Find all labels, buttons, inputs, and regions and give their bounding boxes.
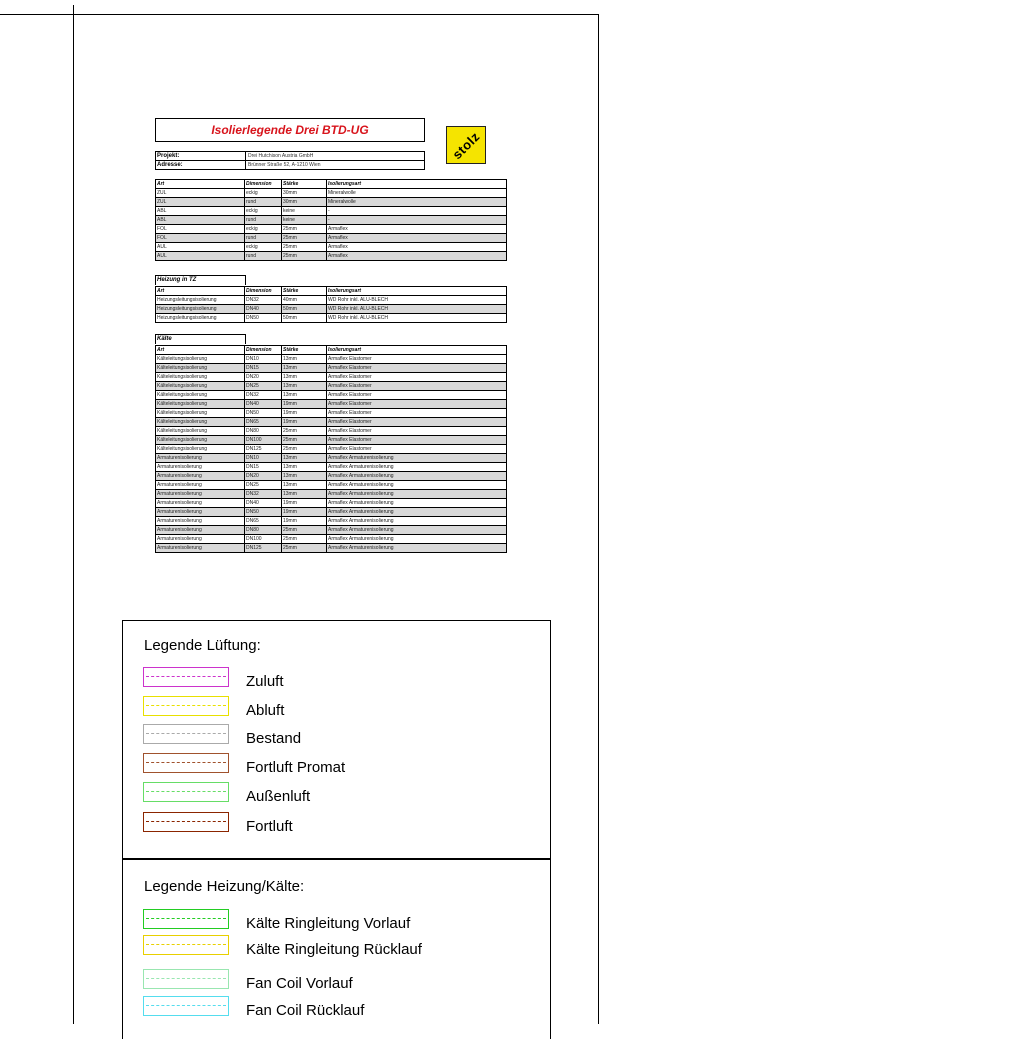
table-cell: Armaflex [327, 234, 507, 243]
table-cell: Armaflex Elastomer [327, 400, 507, 409]
table-cell: AUL [156, 252, 245, 261]
lueftung-isolation-table [155, 179, 507, 261]
kaelte-section-label: Kälte [155, 334, 246, 344]
table-cell: Armaflex Armaturenisolierung [327, 535, 507, 544]
table-cell: rund [245, 252, 282, 261]
table-cell: ZUL [156, 198, 245, 207]
table-row [156, 373, 507, 382]
page-top-border [0, 14, 599, 15]
table-cell: Heizungsleitungsisolierung [156, 314, 245, 323]
table-row [156, 305, 507, 314]
table-cell: 25mm [282, 544, 327, 553]
table-cell: FOL [156, 234, 245, 243]
table-cell: 13mm [282, 481, 327, 490]
page-left-margin-line [73, 5, 74, 1024]
table-row [156, 382, 507, 391]
table-row [156, 508, 507, 517]
table-cell: 19mm [282, 508, 327, 517]
table-cell: 13mm [282, 382, 327, 391]
table-row [156, 225, 507, 234]
table-cell: Kälteleitungsisolierung [156, 382, 245, 391]
table-cell: 19mm [282, 499, 327, 508]
table-row [156, 243, 507, 252]
table-cell: 25mm [282, 225, 327, 234]
table-cell: 25mm [282, 526, 327, 535]
line-swatch-icon [143, 696, 229, 716]
table-cell: Armaflex Elastomer [327, 445, 507, 454]
table-header-cell: Stärke [282, 180, 327, 189]
table-header-cell: Dimension [245, 180, 282, 189]
table-cell: 13mm [282, 373, 327, 382]
table-cell: rund [245, 234, 282, 243]
table-cell: DN40 [245, 499, 282, 508]
project-value: Drei Hutchison Austria GmbH [248, 153, 314, 159]
legend-item [143, 909, 563, 932]
table-row [156, 207, 507, 216]
table-header-cell: Isolierungsart [327, 287, 507, 296]
table-cell: DN40 [245, 305, 282, 314]
legend-item [143, 724, 563, 747]
table-cell: Armaflex Elastomer [327, 382, 507, 391]
table-cell: 13mm [282, 364, 327, 373]
table-row [156, 544, 507, 553]
table-cell: 50mm [282, 305, 327, 314]
table-cell: 19mm [282, 418, 327, 427]
table-cell: eckig [245, 207, 282, 216]
table-cell: Armaturenisolierung [156, 508, 245, 517]
table-row [156, 189, 507, 198]
legend-lueftung-title: Legende Lüftung: [144, 637, 261, 654]
table-cell: Armaflex Armaturenisolierung [327, 517, 507, 526]
table-cell: DN125 [245, 445, 282, 454]
legend-item [143, 696, 563, 719]
table-cell: DN50 [245, 508, 282, 517]
table-cell: Kälteleitungsisolierung [156, 355, 245, 364]
table-cell: Heizungsleitungsisolierung [156, 296, 245, 305]
address-label: Adresse: [156, 161, 246, 169]
project-info [155, 151, 425, 170]
table-cell: Armaflex [327, 225, 507, 234]
table-cell: 30mm [282, 198, 327, 207]
table-cell: 25mm [282, 252, 327, 261]
line-swatch-icon [143, 812, 229, 832]
table-row [156, 427, 507, 436]
heizung-isolation-table [155, 286, 507, 323]
table-cell: Armaflex [327, 243, 507, 252]
project-label: Projekt: [156, 152, 246, 160]
table-cell: DN65 [245, 517, 282, 526]
line-swatch-icon [143, 782, 229, 802]
table-cell: 13mm [282, 472, 327, 481]
table-row [156, 535, 507, 544]
table-row [156, 216, 507, 225]
line-swatch-icon [143, 935, 229, 955]
table-cell: DN20 [245, 472, 282, 481]
legend-heizung-kaelte [122, 858, 551, 1039]
legend-item [143, 812, 563, 835]
table-cell: Armaturenisolierung [156, 463, 245, 472]
table-row [156, 436, 507, 445]
table-cell: Armaturenisolierung [156, 526, 245, 535]
table-cell: Armaturenisolierung [156, 481, 245, 490]
table-header-cell: Stärke [282, 287, 327, 296]
table-cell: - [327, 216, 507, 225]
table-cell: DN65 [245, 418, 282, 427]
line-swatch-icon [143, 667, 229, 687]
legend-item [143, 667, 563, 690]
table-row [156, 400, 507, 409]
table-cell: Armaflex [327, 252, 507, 261]
table-cell: Armaflex Elastomer [327, 409, 507, 418]
legend-item-label: Zuluft [246, 673, 284, 690]
line-swatch-icon [143, 724, 229, 744]
table-header-cell: Stärke [282, 346, 327, 355]
table-cell: Kälteleitungsisolierung [156, 436, 245, 445]
table-cell: Kälteleitungsisolierung [156, 373, 245, 382]
table-header-cell: Dimension [245, 346, 282, 355]
table-cell: Kälteleitungsisolierung [156, 445, 245, 454]
table-cell: ABL [156, 207, 245, 216]
table-cell: Armaflex Armaturenisolierung [327, 526, 507, 535]
table-cell: 19mm [282, 517, 327, 526]
table-cell: WD Rohr inkl. ALU-BLECH [327, 314, 507, 323]
table-header-cell: Dimension [245, 287, 282, 296]
table-cell: AUL [156, 243, 245, 252]
table-row [156, 391, 507, 400]
table-cell: 25mm [282, 234, 327, 243]
table-cell: DN25 [245, 481, 282, 490]
legend-item [143, 753, 563, 776]
table-row [156, 418, 507, 427]
table-cell: eckig [245, 243, 282, 252]
table-cell: 13mm [282, 355, 327, 364]
table-row [156, 355, 507, 364]
table-cell: 13mm [282, 463, 327, 472]
table-cell: Mineralwolle [327, 198, 507, 207]
table-row [156, 314, 507, 323]
table-cell: Armaflex Elastomer [327, 364, 507, 373]
table-cell: 25mm [282, 436, 327, 445]
table-cell: eckig [245, 225, 282, 234]
table-cell: Armaturenisolierung [156, 490, 245, 499]
table-cell: DN50 [245, 409, 282, 418]
address-value: Brünner Straße 52, A-1210 Wien [248, 162, 321, 168]
line-swatch-icon [143, 909, 229, 929]
table-cell: Armaturenisolierung [156, 544, 245, 553]
line-swatch-icon [143, 753, 229, 773]
table-cell: DN80 [245, 526, 282, 535]
table-header-row [156, 346, 507, 355]
table-cell: Kälteleitungsisolierung [156, 418, 245, 427]
table-cell: WD Rohr inkl. ALU-BLECH [327, 296, 507, 305]
table-cell: Armaturenisolierung [156, 517, 245, 526]
table-cell: Armaflex Armaturenisolierung [327, 490, 507, 499]
table-cell: keine [282, 207, 327, 216]
table-cell: Armaflex Elastomer [327, 418, 507, 427]
table-cell: DN125 [245, 544, 282, 553]
table-header-cell: Isolierungsart [327, 180, 507, 189]
heizung-section-label: Heizung in TZ [155, 275, 246, 285]
stolz-logo [446, 126, 486, 164]
table-row [156, 481, 507, 490]
logo-text: stolz [449, 128, 483, 162]
table-cell: 19mm [282, 409, 327, 418]
table-cell: Mineralwolle [327, 189, 507, 198]
legend-lueftung [122, 620, 551, 860]
table-cell: Armaflex Armaturenisolierung [327, 472, 507, 481]
table-row [156, 252, 507, 261]
line-swatch-icon [143, 996, 229, 1016]
table-cell: - [327, 207, 507, 216]
table-cell: ABL [156, 216, 245, 225]
table-header-cell: Isolierungsart [327, 346, 507, 355]
table-cell: Armaflex Elastomer [327, 427, 507, 436]
table-header-cell: Art [156, 346, 245, 355]
legend-item-label: Fortluft Promat [246, 759, 346, 776]
table-cell: eckig [245, 189, 282, 198]
table-cell: Armaturenisolierung [156, 499, 245, 508]
line-swatch-icon [143, 969, 229, 989]
table-cell: DN32 [245, 490, 282, 499]
table-cell: Armaturenisolierung [156, 454, 245, 463]
table-cell: ZUL [156, 189, 245, 198]
table-cell: Heizungsleitungsisolierung [156, 305, 245, 314]
table-row [156, 409, 507, 418]
document-title: Isolierlegende Drei BTD-UG [211, 123, 369, 137]
table-cell: Armaflex Armaturenisolierung [327, 454, 507, 463]
legend-item [143, 996, 563, 1019]
table-cell: FOL [156, 225, 245, 234]
legend-item-label: Kälte Ringleitung Vorlauf [246, 915, 411, 932]
table-cell: Armaflex Elastomer [327, 391, 507, 400]
table-cell: keine [282, 216, 327, 225]
table-row [156, 454, 507, 463]
table-cell: Armaflex Elastomer [327, 436, 507, 445]
table-cell: DN10 [245, 355, 282, 364]
table-cell: DN100 [245, 436, 282, 445]
table-cell: 25mm [282, 243, 327, 252]
table-cell: Kälteleitungsisolierung [156, 364, 245, 373]
legend-item-label: Abluft [246, 702, 285, 719]
table-cell: 25mm [282, 427, 327, 436]
table-cell: DN80 [245, 427, 282, 436]
table-cell: rund [245, 198, 282, 207]
table-cell: DN32 [245, 296, 282, 305]
table-cell: DN40 [245, 400, 282, 409]
table-cell: Kälteleitungsisolierung [156, 427, 245, 436]
table-cell: rund [245, 216, 282, 225]
table-row [156, 472, 507, 481]
table-cell: Armaturenisolierung [156, 535, 245, 544]
table-cell: Armaflex Elastomer [327, 373, 507, 382]
table-cell: Armaturenisolierung [156, 472, 245, 481]
table-cell: DN32 [245, 391, 282, 400]
legend-item-label: Bestand [246, 730, 302, 747]
table-cell: Armaflex Armaturenisolierung [327, 544, 507, 553]
legend-item-label: Kälte Ringleitung Rücklauf [246, 941, 422, 958]
table-cell: 13mm [282, 391, 327, 400]
legend-item [143, 782, 563, 805]
table-row [156, 234, 507, 243]
legend-item [143, 969, 563, 992]
table-cell: Armaflex Armaturenisolierung [327, 499, 507, 508]
table-cell: Armaflex Armaturenisolierung [327, 508, 507, 517]
table-cell: 40mm [282, 296, 327, 305]
table-cell: WD Rohr inkl. ALU-BLECH [327, 305, 507, 314]
table-cell: Armaflex Armaturenisolierung [327, 481, 507, 490]
table-cell: 30mm [282, 189, 327, 198]
table-cell: Armaflex Elastomer [327, 355, 507, 364]
table-row [156, 463, 507, 472]
table-header-row [156, 287, 507, 296]
table-cell: 25mm [282, 535, 327, 544]
table-header-cell: Art [156, 287, 245, 296]
table-row [156, 445, 507, 454]
table-cell: 13mm [282, 454, 327, 463]
legend-item-label: Außenluft [246, 788, 311, 805]
document-title-box [155, 118, 425, 142]
table-row [156, 499, 507, 508]
table-row [156, 517, 507, 526]
table-row [156, 490, 507, 499]
table-row [156, 198, 507, 207]
table-cell: 25mm [282, 445, 327, 454]
table-row [156, 526, 507, 535]
table-header-cell: Art [156, 180, 245, 189]
table-cell: DN20 [245, 373, 282, 382]
table-cell: DN100 [245, 535, 282, 544]
legend-item-label: Fortluft [246, 818, 293, 835]
table-cell: 50mm [282, 314, 327, 323]
page-right-border [598, 14, 599, 1024]
legend-item-label: Fan Coil Rücklauf [246, 1002, 365, 1019]
table-cell: 19mm [282, 400, 327, 409]
table-row [156, 364, 507, 373]
table-row [156, 296, 507, 305]
table-cell: 13mm [282, 490, 327, 499]
table-cell: DN25 [245, 382, 282, 391]
legend-item-label: Fan Coil Vorlauf [246, 975, 353, 992]
table-cell: Kälteleitungsisolierung [156, 400, 245, 409]
kaelte-isolation-table [155, 345, 507, 553]
table-cell: DN10 [245, 454, 282, 463]
table-cell: Kälteleitungsisolierung [156, 409, 245, 418]
legend-item [143, 935, 563, 958]
table-cell: DN15 [245, 463, 282, 472]
table-cell: Armaflex Armaturenisolierung [327, 463, 507, 472]
table-cell: Kälteleitungsisolierung [156, 391, 245, 400]
table-cell: DN50 [245, 314, 282, 323]
table-cell: DN15 [245, 364, 282, 373]
legend-heizung-title: Legende Heizung/Kälte: [144, 878, 305, 895]
table-header-row [156, 180, 507, 189]
